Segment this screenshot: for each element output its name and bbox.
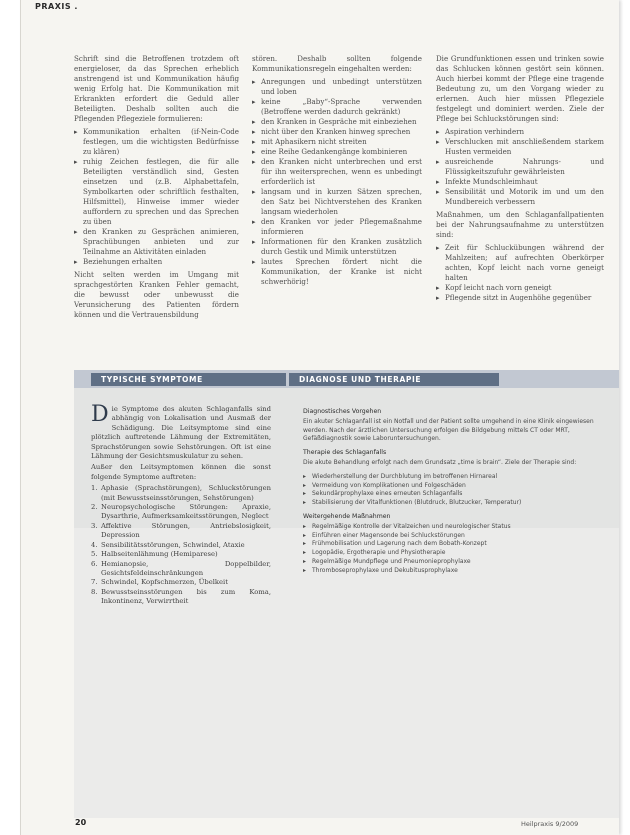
measures-list: [303, 523, 603, 576]
symptoms-list: [91, 484, 271, 606]
list-item: ▸ ruhig Zeichen festlegen, die für alle Beteiligten verständlich sind, Gesten einsetzen und (z.B. Alphabettafeln, Symbolkarten oder schriftlich festhalten, Hilfsmittel), Hinweise immer wieder auffordern zu sprechen und das Sprechen zu üben: [74, 157, 239, 227]
list-item: ▸ Zeit für Schluckübungen während der Mahlzeiten; auf aufrechten Oberkörper achten, Kopf leicht nach vorne geneigt halten: [436, 243, 604, 283]
page-number: 20: [75, 818, 87, 827]
list-item: 6. Hemianopsie, Doppelbilder, Gesichtsfeldeinschränkungen: [91, 559, 271, 577]
list-item: 5. Halbseitenlähmung (Hemiparese): [91, 550, 218, 559]
col1-list: [74, 127, 239, 267]
col1-outro: Nicht selten werden im Umgang mit sprachgestörten Kranken Fehler gemacht, die bewusst oder unbewusst die Verunsicherung des Patienten fördern können und die Vertrauensbildung: [74, 270, 239, 319]
list-item: ▸ den Kranken zu Gesprächen animieren, Sprachübungen anbieten und zur Teilnahme an Aktivitäten einladen: [74, 227, 239, 257]
list-item: ▸ Frühmobilisation und Lagerung nach dem Bobath-Konzept: [303, 540, 603, 549]
therapy-text: Die akute Behandlung erfolgt nach dem Grundsatz „time is brain“. Ziele der Therapie sind:: [303, 458, 577, 466]
list-item: ▸ Logopädie, Ergotherapie und Physiotherapie: [303, 549, 603, 558]
symptoms-box: [91, 402, 271, 607]
drop-cap: D: [91, 402, 109, 427]
list-item: ▸ den Kranken in Gespräche mit einbeziehen: [252, 117, 422, 127]
list-item: 7. Schwindel, Kopfschmerzen, Übelkeit: [91, 578, 228, 587]
journal-name: Heilpraxis 9/2009: [521, 820, 579, 828]
symptoms-intro-2: Außer den Leitsymptomen können die sonst folgende Symptome auftreten:: [91, 463, 271, 481]
col3-list-2: [436, 243, 604, 303]
symptoms-intro: Die Symptome des akuten Schlaganfalls sind abhängig von Lokalisation und Ausmaß der Schädigung. Die Leitsymptome sind eine plötzlich auftretende Lähmung der Extremitäten, Sprachstörungen sowie Sehstörungen. Oft ist eine Lähmung der Gesichtsmuskulatur zu sehen.: [91, 402, 271, 461]
diagnosis-heading: Diagnostisches Vorgehen: [303, 408, 382, 415]
list-item: 3. Affektive Störungen, Antriebslosigkeit, Depression: [91, 521, 271, 540]
list-item: ▸ Sekundärprophylaxe eines erneuten Schlaganfalls: [303, 490, 603, 499]
list-item: ▸ eine Reihe Gedankengänge kombinieren: [252, 147, 422, 157]
diagnosis-box: [303, 406, 603, 581]
list-item: 1. Aphasie (Sprachstörungen), Schluckstörungen (mit Bewusstseinsstörungen, Sehstörungen): [91, 484, 271, 502]
therapy-heading: Therapie des Schlaganfalls: [303, 449, 387, 457]
diagnosis-text: Ein akuter Schlaganfall ist ein Notfall und der Patient sollte umgehend in eine Klinik eingewiesen werden. Nach der ärztlichen Untersuchung erfolgen die Bildgebung mittels CT oder MRT, Gefäßdiagnostik sowie Laboruntersuchungen.: [303, 417, 594, 443]
box-title-diagnosis: DIAGNOSE UND THERAPIE: [289, 373, 499, 386]
list-item: ▸ Pflegende sitzt in Augenhöhe gegenüber: [436, 293, 604, 303]
list-item: ▸ Sensibilität und Motorik im und um den Mundbereich verbessern: [436, 187, 604, 207]
list-item: ▸ nicht über den Kranken hinweg sprechen: [252, 127, 422, 137]
col3-intro: Die Grundfunktionen essen und trinken sowie das Schlucken können gestört sein können. Auch hierbei kommt der Pflege eine tragende Bedeutung zu, um den Vorgang wieder zu erlernen. Auch hier müssen Pflegeziele festgelegt und dominiert werden. Ziele der Pflege bei Schluckstörungen sind:: [436, 54, 604, 123]
col3-list: [436, 127, 604, 207]
list-item: ▸ den Kranken nicht unterbrechen und erst für ihn weitersprechen, wenn es unbedingt erforderlich ist: [252, 157, 422, 187]
list-item: ▸ Informationen für den Kranken zusätzlich durch Gestik und Mimik unterstützen: [252, 237, 422, 257]
list-item: ▸ Stabilisierung der Vitalfunktionen (Blutdruck, Blutzucker, Temperatur): [303, 499, 603, 508]
list-item: ▸ Anregungen und unbedingt unterstützen und loben: [252, 77, 422, 97]
list-item: ▸ Regelmäßige Kontrolle der Vitalzeichen und neurologischer Status: [303, 523, 603, 532]
list-item: ▸ den Kranken vor jeder Pflegemaßnahme informieren: [252, 217, 422, 237]
col3-mid: Maßnahmen, um den Schlaganfallpatienten bei der Nahrungsaufnahme zu unterstützen sind:: [436, 210, 604, 239]
list-item: ▸ langsam und in kurzen Sätzen sprechen, den Satz bei Nichtverstehen des Kranken langsam wiederholen: [252, 187, 422, 217]
therapy-list: [303, 473, 603, 508]
list-item: ▸ Kommunikation erhalten (if-Nein-Code festlegen, um die wichtigsten Bedürfnisse zu klären): [74, 127, 239, 157]
col2-intro: stören. Deshalb sollten folgende Kommunikationsregeln eingehalten werden:: [252, 54, 422, 73]
list-item: ▸ Thromboseprophylaxe und Dekubitusprophylaxe: [303, 567, 603, 576]
list-item: ▸ mit Aphasikern nicht streiten: [252, 137, 422, 147]
list-item: ▸ Infekte Mundschleimhaut: [436, 177, 604, 187]
list-item: ▸ ausreichende Nahrungs- und Flüssigkeitszufuhr gewährleisten: [436, 157, 604, 177]
column-3: [436, 54, 604, 306]
list-item: 2. Neuropsychologische Störungen: Apraxie, Dysarthrie, Aufmerksamkeitsstörungen, Neglect: [91, 503, 271, 521]
list-item: ▸ Kopf leicht nach vorn geneigt: [436, 283, 604, 293]
col2-list: [252, 77, 422, 287]
list-item: ▸ Einführen einer Magensonde bei Schluckstörungen: [303, 532, 603, 541]
list-item: ▸ lautes Sprechen fördert nicht die Kommunikation, der Kranke ist nicht schwerhörig!: [252, 257, 422, 287]
list-item: ▸ Beziehungen erhalten: [74, 257, 239, 267]
list-item: ▸ Aspiration verhindern: [436, 127, 604, 137]
column-2: [252, 54, 422, 290]
list-item: ▸ Regelmäßige Mundpflege und Pneumonieprophylaxe: [303, 558, 603, 567]
col1-intro: Schrift sind die Betroffenen trotzdem oft energieloser, da das Sprechen erheblich anstrengend ist und Kommunikation häufig wenig Erfolg hat. Die Kommunikation mit Erkrankten erfordert die Geduld aller Beteiligten. Deshalb sollten auch die Pflegenden Pflegeziele formulieren:: [74, 54, 239, 123]
section-header: PRAXIS .: [35, 2, 78, 11]
magazine-page: [20, 0, 619, 835]
box-title-symptoms: TYPISCHE SYMPTOME: [91, 373, 286, 386]
column-1: [74, 54, 239, 323]
measures-heading: Weitergehende Maßnahmen: [303, 512, 391, 520]
list-item: ▸ Vermeidung von Komplikationen und Folgeschäden: [303, 482, 603, 491]
list-item: 8. Bewusstseinsstörungen bis zum Koma, Inkontinenz, Verwirrtheit: [91, 587, 271, 606]
list-item: ▸ Verschlucken mit anschließendem starkem Husten vermeiden: [436, 137, 604, 157]
list-item: ▸ Wiederherstellung der Durchblutung im betroffenen Hirnareal: [303, 473, 603, 482]
list-item: 4. Sensibilitätsstörungen, Schwindel, Ataxie: [91, 540, 245, 549]
list-item: ▸ keine „Baby“-Sprache verwenden (Betroffene werden dadurch gekränkt): [252, 97, 422, 117]
